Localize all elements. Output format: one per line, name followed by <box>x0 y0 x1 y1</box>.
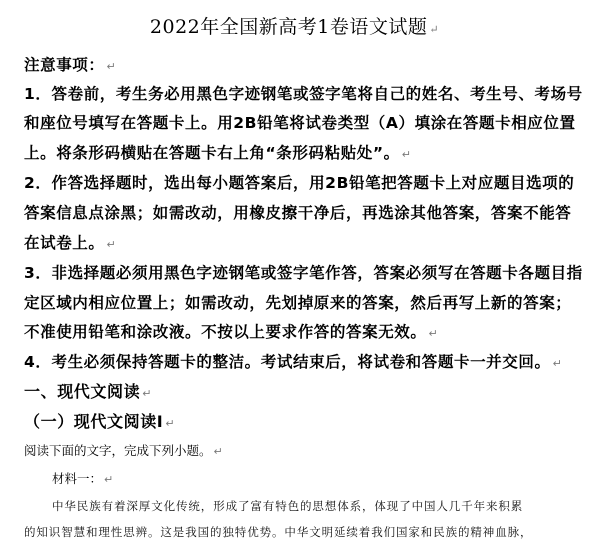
item1-line3 <box>24 141 412 163</box>
item3-line1: 3．非选择题必须用黑色字迹钢笔或签字笔作答，答案必须写在答题卡各题目指 <box>24 264 583 282</box>
notice-heading <box>24 53 116 75</box>
paragraph-mark: ↵ <box>552 357 563 370</box>
body-line2: 的知识智慧和理性思辨。这是我国的独特优势。中华文明延续着我们国家和民族的精神血脉， <box>24 525 533 539</box>
item2-line1: 2．作答选择题时，选出每小题答案后，用2B铅笔把答题卡上对应题目选项的 <box>24 174 575 192</box>
subsection-heading-text: （一）现代文阅读Ⅰ <box>24 412 164 431</box>
item2-line2: 答案信息点涂黑；如需改动，用橡皮擦干净后，再选涂其他答案，答案不能答 <box>24 204 572 222</box>
section-heading-text: 一、现代文阅读 <box>24 382 141 401</box>
paragraph-mark: ↵ <box>213 445 223 458</box>
material-label-text: 材料一： <box>52 471 103 486</box>
document-title <box>0 12 589 39</box>
item1-line1: 1．答卷前，考生务必用黑色字迹钢笔或签字笔将自己的姓名、考生号、考场号 <box>24 85 583 103</box>
paragraph-mark: ↵ <box>429 23 440 36</box>
item1-line3-text: 上。将条形码横贴在答题卡右上角“条形码粘贴处”。 <box>24 144 400 162</box>
instruction-line <box>24 441 223 459</box>
title-text: 2022年全国新高考1卷语文试题 <box>149 16 428 38</box>
paragraph-mark: ↵ <box>165 417 176 430</box>
instruction-text: 阅读下面的文字，完成下列小题。 <box>24 443 212 458</box>
section-heading <box>24 379 152 402</box>
item1-line2: 和座位号填写在答题卡上。用2B铅笔将试卷类型（A）填涂在答题卡相应位置 <box>24 114 576 132</box>
paragraph-mark: ↵ <box>106 60 117 73</box>
material-label <box>52 469 113 487</box>
subsection-heading <box>24 409 175 432</box>
item2-line3-text: 在试卷上。 <box>24 234 105 252</box>
notice-heading-text: 注意事项： <box>24 56 105 74</box>
paragraph-mark: ↵ <box>106 238 117 251</box>
paragraph-mark: ↵ <box>401 148 412 161</box>
item4-line1-text: 4．考生必须保持答题卡的整洁。考试结束后，将试卷和答题卡一并交回。 <box>24 353 551 371</box>
item3-line3-text: 不准使用铅笔和涂改液。不按以上要求作答的答案无效。 <box>24 323 427 341</box>
item3-line2: 定区域内相应位置上；如需改动，先划掉原来的答案，然后再写上新的答案； <box>24 294 572 312</box>
paragraph-mark: ↵ <box>142 387 153 400</box>
paragraph-mark: ↵ <box>104 473 114 486</box>
paragraph-mark: ↵ <box>428 327 439 340</box>
item4-line1 <box>24 350 562 372</box>
body-line1: 中华民族有着深厚文化传统，形成了富有特色的思想体系，体现了中国人几千年来积累 <box>52 499 524 513</box>
item3-line3 <box>24 320 438 342</box>
item2-line3 <box>24 231 116 253</box>
